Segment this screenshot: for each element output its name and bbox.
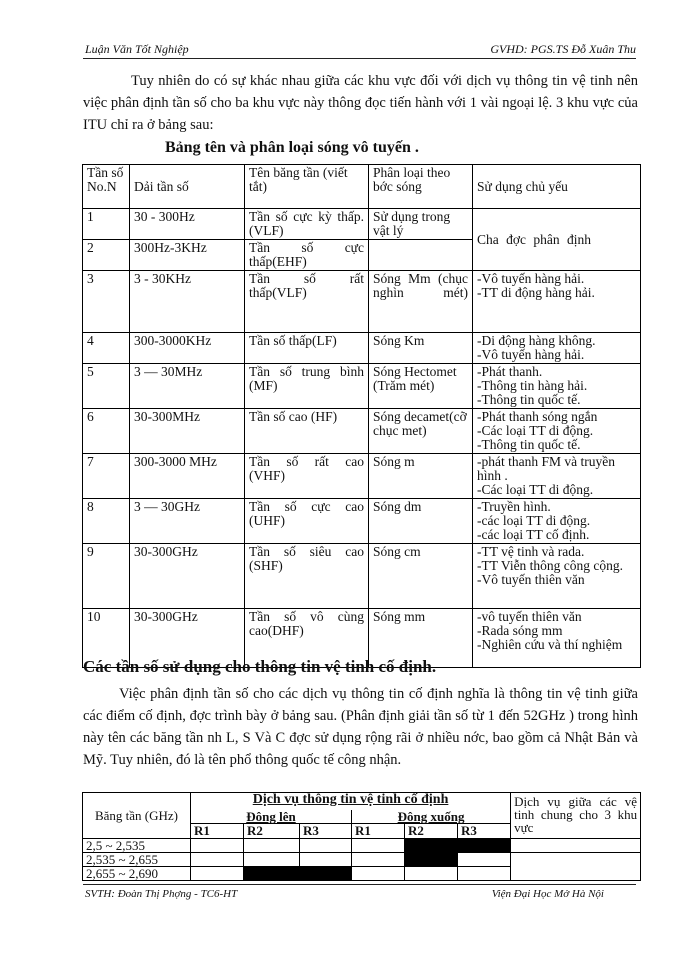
table-row: [83, 333, 641, 364]
footer-left: SVTH: Đoàn Thị Phợng - TC6-HT: [85, 888, 238, 900]
region-header: R2: [405, 823, 458, 838]
cell-usage: -Di động hàng không. -Vô tuyến hàng hải.: [473, 333, 641, 364]
cell-name: Tần số thấp(LF): [245, 333, 369, 364]
cell-wave: Sóng Mm (chục nghìn mét): [369, 271, 473, 333]
header-right: GVHD: PGS.TS Đỗ Xuân Thu: [490, 42, 636, 56]
cell-usage: -vô tuyến thiên văn -Rada sóng mm -Nghiên cứu và thí nghiệm: [473, 609, 641, 668]
cell-wave: Sử dụng trong vật lý: [369, 209, 473, 240]
cell-name: Tần số cực thấp(EHF): [245, 240, 369, 271]
page-footer: [83, 884, 636, 901]
cell-usage: -Truyền hình. -các loại TT di động. -các loại TT cố định.: [473, 499, 641, 544]
cell-wave: Sóng decamet(cỡ chục met): [369, 409, 473, 454]
cell-no: 5: [83, 364, 130, 409]
footer-right: Viện Đại Học Mở Hà Nội: [491, 888, 604, 900]
band-header: Băng tần (GHz): [83, 793, 191, 839]
cell-range: 3 - 30KHz: [130, 271, 245, 333]
region-cell: [244, 838, 300, 852]
table-row: [83, 454, 641, 499]
region-cell: [352, 852, 405, 866]
cell-range: 30-300MHz: [130, 409, 245, 454]
cell-wave: Sóng Km: [369, 333, 473, 364]
cell-no: 1: [83, 209, 130, 240]
region-cell: [458, 838, 511, 852]
cell-name: Tần số trung bình (MF): [245, 364, 369, 409]
header-cell: Dải tần số: [130, 165, 245, 209]
region-cell: [458, 852, 511, 866]
cell-no: 10: [83, 609, 130, 668]
table-row: [83, 852, 641, 866]
cell-usage: -Phát thanh sóng ngắn -Các loại TT di động. -Thông tin quốc tế.: [473, 409, 641, 454]
other-service-cell: [511, 852, 641, 880]
other-service-header: Dịch vụ giữa các vệ tinh chung cho 3 khu vực: [511, 793, 641, 839]
table-row: [83, 544, 641, 609]
paragraph-2: Việc phân định tần số cho các dịch vụ thông tin cố định nghĩa là thông tin vệ tinh giữa các điểm cố định, đợc trình bày ở bảng sau. (Phân định giải tần số từ 1 đến 52GHz ) trong hình này tên các băng tần nh L, S Và C đợc sử dụng rộng rãi ở nhiều nớc, bao gồm cả Nhật Bản và Mỹ. Tuy nhiên, đó là tên phổ thông quốc tế công nhận.: [83, 686, 638, 768]
cell-range: 30-300GHz: [130, 609, 245, 668]
table-row: [83, 838, 641, 852]
table-row: [83, 499, 641, 544]
cell-name: Tần số siêu cao (SHF): [245, 544, 369, 609]
region-cell: [300, 838, 352, 852]
region-cell: [458, 866, 511, 880]
cell-usage: -TT vệ tinh và rada. -TT Viễn thông công cộng. -Vô tuyến thiên văn: [473, 544, 641, 609]
region-cell: [352, 838, 405, 852]
cell-no: 7: [83, 454, 130, 499]
band-cell: 2,535 ~ 2,655: [83, 852, 191, 866]
region-cell: [405, 866, 458, 880]
cell-no: 3: [83, 271, 130, 333]
header-cell: Tần số No.N: [83, 165, 130, 209]
region-cell: [244, 866, 300, 880]
header-cell: Sử dụng chủ yếu: [473, 165, 641, 209]
region-cell: [300, 852, 352, 866]
cell-name: Tần số cực kỳ thấp.(VLF): [245, 209, 369, 240]
band-cell: 2,655 ~ 2,690: [83, 866, 191, 880]
cell-name: Tần số rất cao (VHF): [245, 454, 369, 499]
band-cell: 2,5 ~ 2,535: [83, 838, 191, 852]
region-header: R3: [300, 823, 352, 838]
region-header: R2: [244, 823, 300, 838]
table-row: [83, 271, 641, 333]
cell-range: 300-3000KHz: [130, 333, 245, 364]
region-cell: [191, 838, 244, 852]
region-cell: [300, 866, 352, 880]
region-cell: [405, 852, 458, 866]
cell-usage: -Vô tuyến hàng hải. -TT di động hàng hải.: [473, 271, 641, 333]
cell-usage: Cha đợc phân định: [473, 209, 641, 271]
cell-no: 9: [83, 544, 130, 609]
satellite-frequency-table: [82, 792, 641, 881]
cell-name: Tần số cực cao (UHF): [245, 499, 369, 544]
page-header: [83, 40, 636, 59]
cell-range: 300-3000 MHz: [130, 454, 245, 499]
cell-wave: Sóng m: [369, 454, 473, 499]
region-cell: [191, 866, 244, 880]
region-header: R1: [352, 823, 405, 838]
region-header: R3: [458, 823, 511, 838]
intro-paragraph: Tuy nhiên do có sự khác nhau giữa các khu vực đối với dịch vụ thông tin vệ tinh nên việc phân định tần số cho ba khu vực này thông đọc tiến hành với 1 vài ngoại lệ. 3 khu vực của ITU chỉ ra ở bảng sau:: [83, 73, 638, 133]
cell-range: 30-300GHz: [130, 544, 245, 609]
cell-no: 2: [83, 240, 130, 271]
region-cell: [352, 866, 405, 880]
section-title: Các tần số sử dụng cho thông tin vệ tinh cố định.: [83, 657, 437, 676]
table-row: [83, 364, 641, 409]
table2-header-row: [83, 793, 641, 810]
cell-range: 3 — 30GHz: [130, 499, 245, 544]
cell-no: 8: [83, 499, 130, 544]
table-row: [83, 409, 641, 454]
cell-range: 300Hz-3KHz: [130, 240, 245, 271]
uplink-header: Đông lên: [191, 810, 352, 824]
service-header: Dịch vụ thông tin vệ tinh cố định: [191, 793, 511, 810]
region-header: R1: [191, 823, 244, 838]
cell-usage: -Phát thanh. -Thông tin hàng hải. -Thông tin quốc tế.: [473, 364, 641, 409]
region-cell: [191, 852, 244, 866]
table-header-row: [83, 165, 641, 209]
cell-name: Tần số cao (HF): [245, 409, 369, 454]
cell-name: Tần số vô cùng cao(DHF): [245, 609, 369, 668]
region-cell: [244, 852, 300, 866]
header-left: Luận Văn Tốt Nghiệp: [85, 42, 189, 56]
cell-wave: Sóng dm: [369, 499, 473, 544]
cell-wave: Sóng Hectomet (Trăm mét): [369, 364, 473, 409]
frequency-band-table: [82, 164, 641, 668]
cell-wave: [369, 240, 473, 271]
header-cell: Phân loại theo bớc sóng: [369, 165, 473, 209]
cell-wave: Sóng mm: [369, 609, 473, 668]
cell-range: 30 - 300Hz: [130, 209, 245, 240]
region-cell: [405, 838, 458, 852]
cell-usage: -phát thanh FM và truyền hình . -Các loại TT di động.: [473, 454, 641, 499]
downlink-header: Đông xuống: [352, 810, 511, 824]
cell-no: 6: [83, 409, 130, 454]
header-cell: Tên băng tần (viết tắt): [245, 165, 369, 209]
cell-wave: Sóng cm: [369, 544, 473, 609]
cell-no: 4: [83, 333, 130, 364]
cell-range: 3 — 30MHz: [130, 364, 245, 409]
table1-title: Bảng tên và phân loại sóng vô tuyến .: [165, 139, 419, 156]
cell-name: Tần số rất thấp(VLF): [245, 271, 369, 333]
other-service-cell: [511, 838, 641, 852]
table-row: [83, 209, 641, 240]
